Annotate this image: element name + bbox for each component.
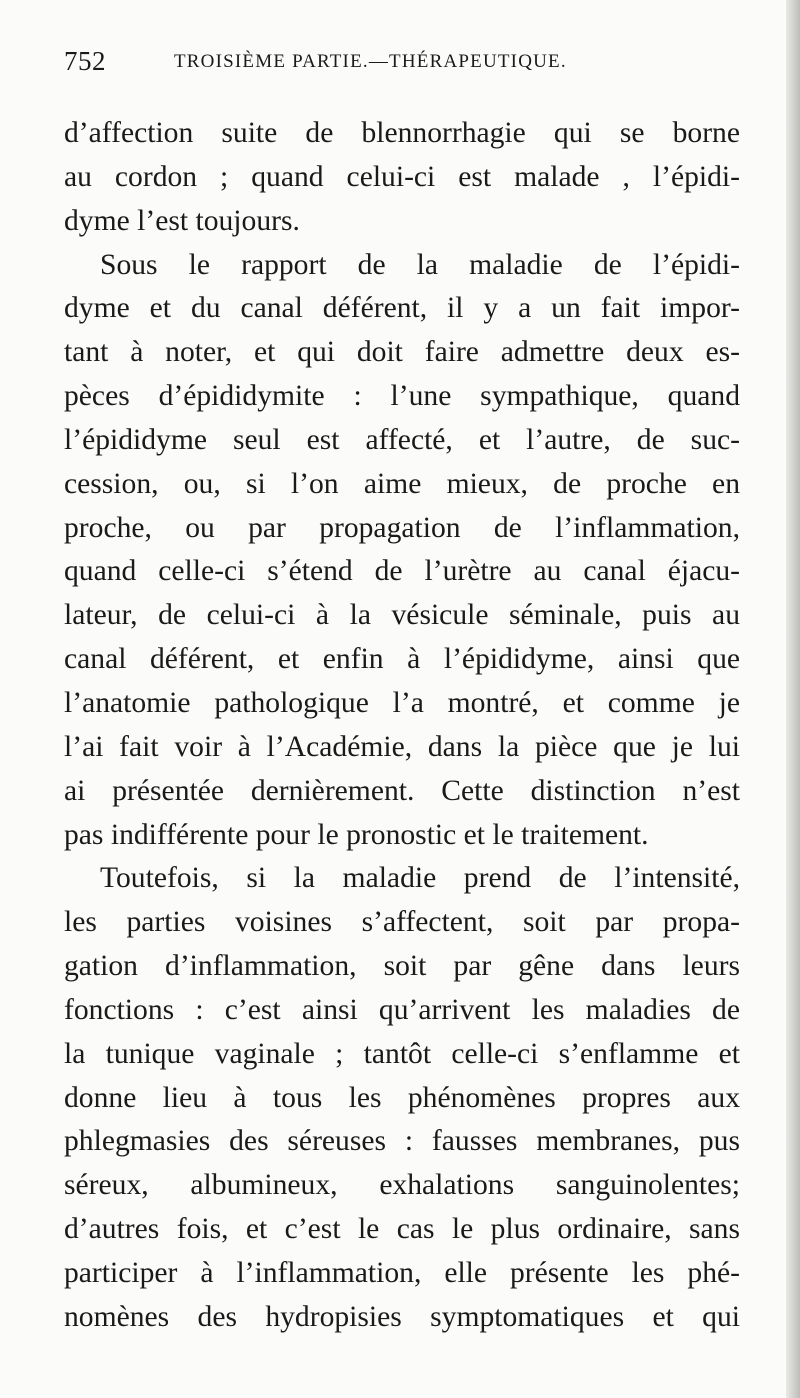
text-line: la tunique vaginale ; tantôt celle-ci s’enflamme et bbox=[64, 1037, 740, 1070]
text-line: au cordon ; quand celui-ci est malade , l’épidi- bbox=[64, 160, 740, 193]
text-line: proche, ou par propagation de l’inflammation, bbox=[64, 511, 740, 544]
text-line: Sous le rapport de la maladie de l’épidi- bbox=[100, 248, 740, 281]
text-line: l’ai fait voir à l’Académie, dans la pièce que je lui bbox=[64, 730, 740, 763]
text-line: dyme et du canal déférent, il y a un fait impor- bbox=[64, 292, 740, 325]
text-line: fonctions : c’est ainsi qu’arrivent les maladies de bbox=[64, 993, 740, 1026]
text-line: lateur, de celui-ci à la vésicule séminale, puis au bbox=[64, 599, 740, 632]
text-line: l’épididyme seul est affecté, et l’autre, de suc- bbox=[64, 423, 740, 456]
text-line: participer à l’inflammation, elle présente les phé- bbox=[64, 1256, 740, 1289]
running-head: TROISIÈME PARTIE.—THÉRAPEUTIQUE. bbox=[174, 51, 567, 72]
text-line: phlegmasies des séreuses : fausses membranes, pus bbox=[64, 1125, 740, 1158]
text-line: pèces d’épididymite : l’une sympathique, quand bbox=[64, 380, 740, 413]
text-line: gation d’inflammation, soit par gêne dans leurs bbox=[64, 950, 740, 983]
text-line: cession, ou, si l’on aime mieux, de proche en bbox=[64, 467, 740, 500]
text-line: donne lieu à tous les phénomènes propres aux bbox=[64, 1081, 740, 1114]
text-line: Toutefois, si la maladie prend de l’intensité, bbox=[100, 862, 740, 895]
text-line: d’affection suite de blennorrhagie qui se borne bbox=[64, 117, 740, 149]
text-line: dyme l’est toujours. bbox=[64, 204, 300, 237]
text-line: tant à noter, et qui doit faire admettre deux es- bbox=[64, 336, 740, 369]
text-line: séreux, albumineux, exhalations sanguinolentes; bbox=[64, 1169, 740, 1202]
text-line: d’autres fois, et c’est le cas le plus ordinaire, sans bbox=[64, 1213, 740, 1246]
text-line: quand celle-ci s’étend de l’urètre au canal éjacu- bbox=[64, 555, 740, 588]
text-line: ai présentée dernièrement. Cette distinction n’est bbox=[64, 774, 740, 807]
text-line: les parties voisines s’affectent, soit par propa- bbox=[64, 906, 740, 939]
text-line: pas indifférente pour le pronostic et le traitement. bbox=[64, 818, 649, 851]
page-edge-shadow bbox=[786, 0, 800, 1398]
text-line: canal déférent, et enfin à l’épididyme, ainsi que bbox=[64, 643, 740, 676]
page-header bbox=[64, 46, 748, 86]
text-line: nomènes des hydropisies symptomatiques et qui bbox=[64, 1300, 740, 1333]
page-number: 752 bbox=[64, 46, 106, 76]
text-line: l’anatomie pathologique l’a montré, et comme je bbox=[64, 686, 740, 719]
body-text bbox=[64, 112, 740, 1340]
